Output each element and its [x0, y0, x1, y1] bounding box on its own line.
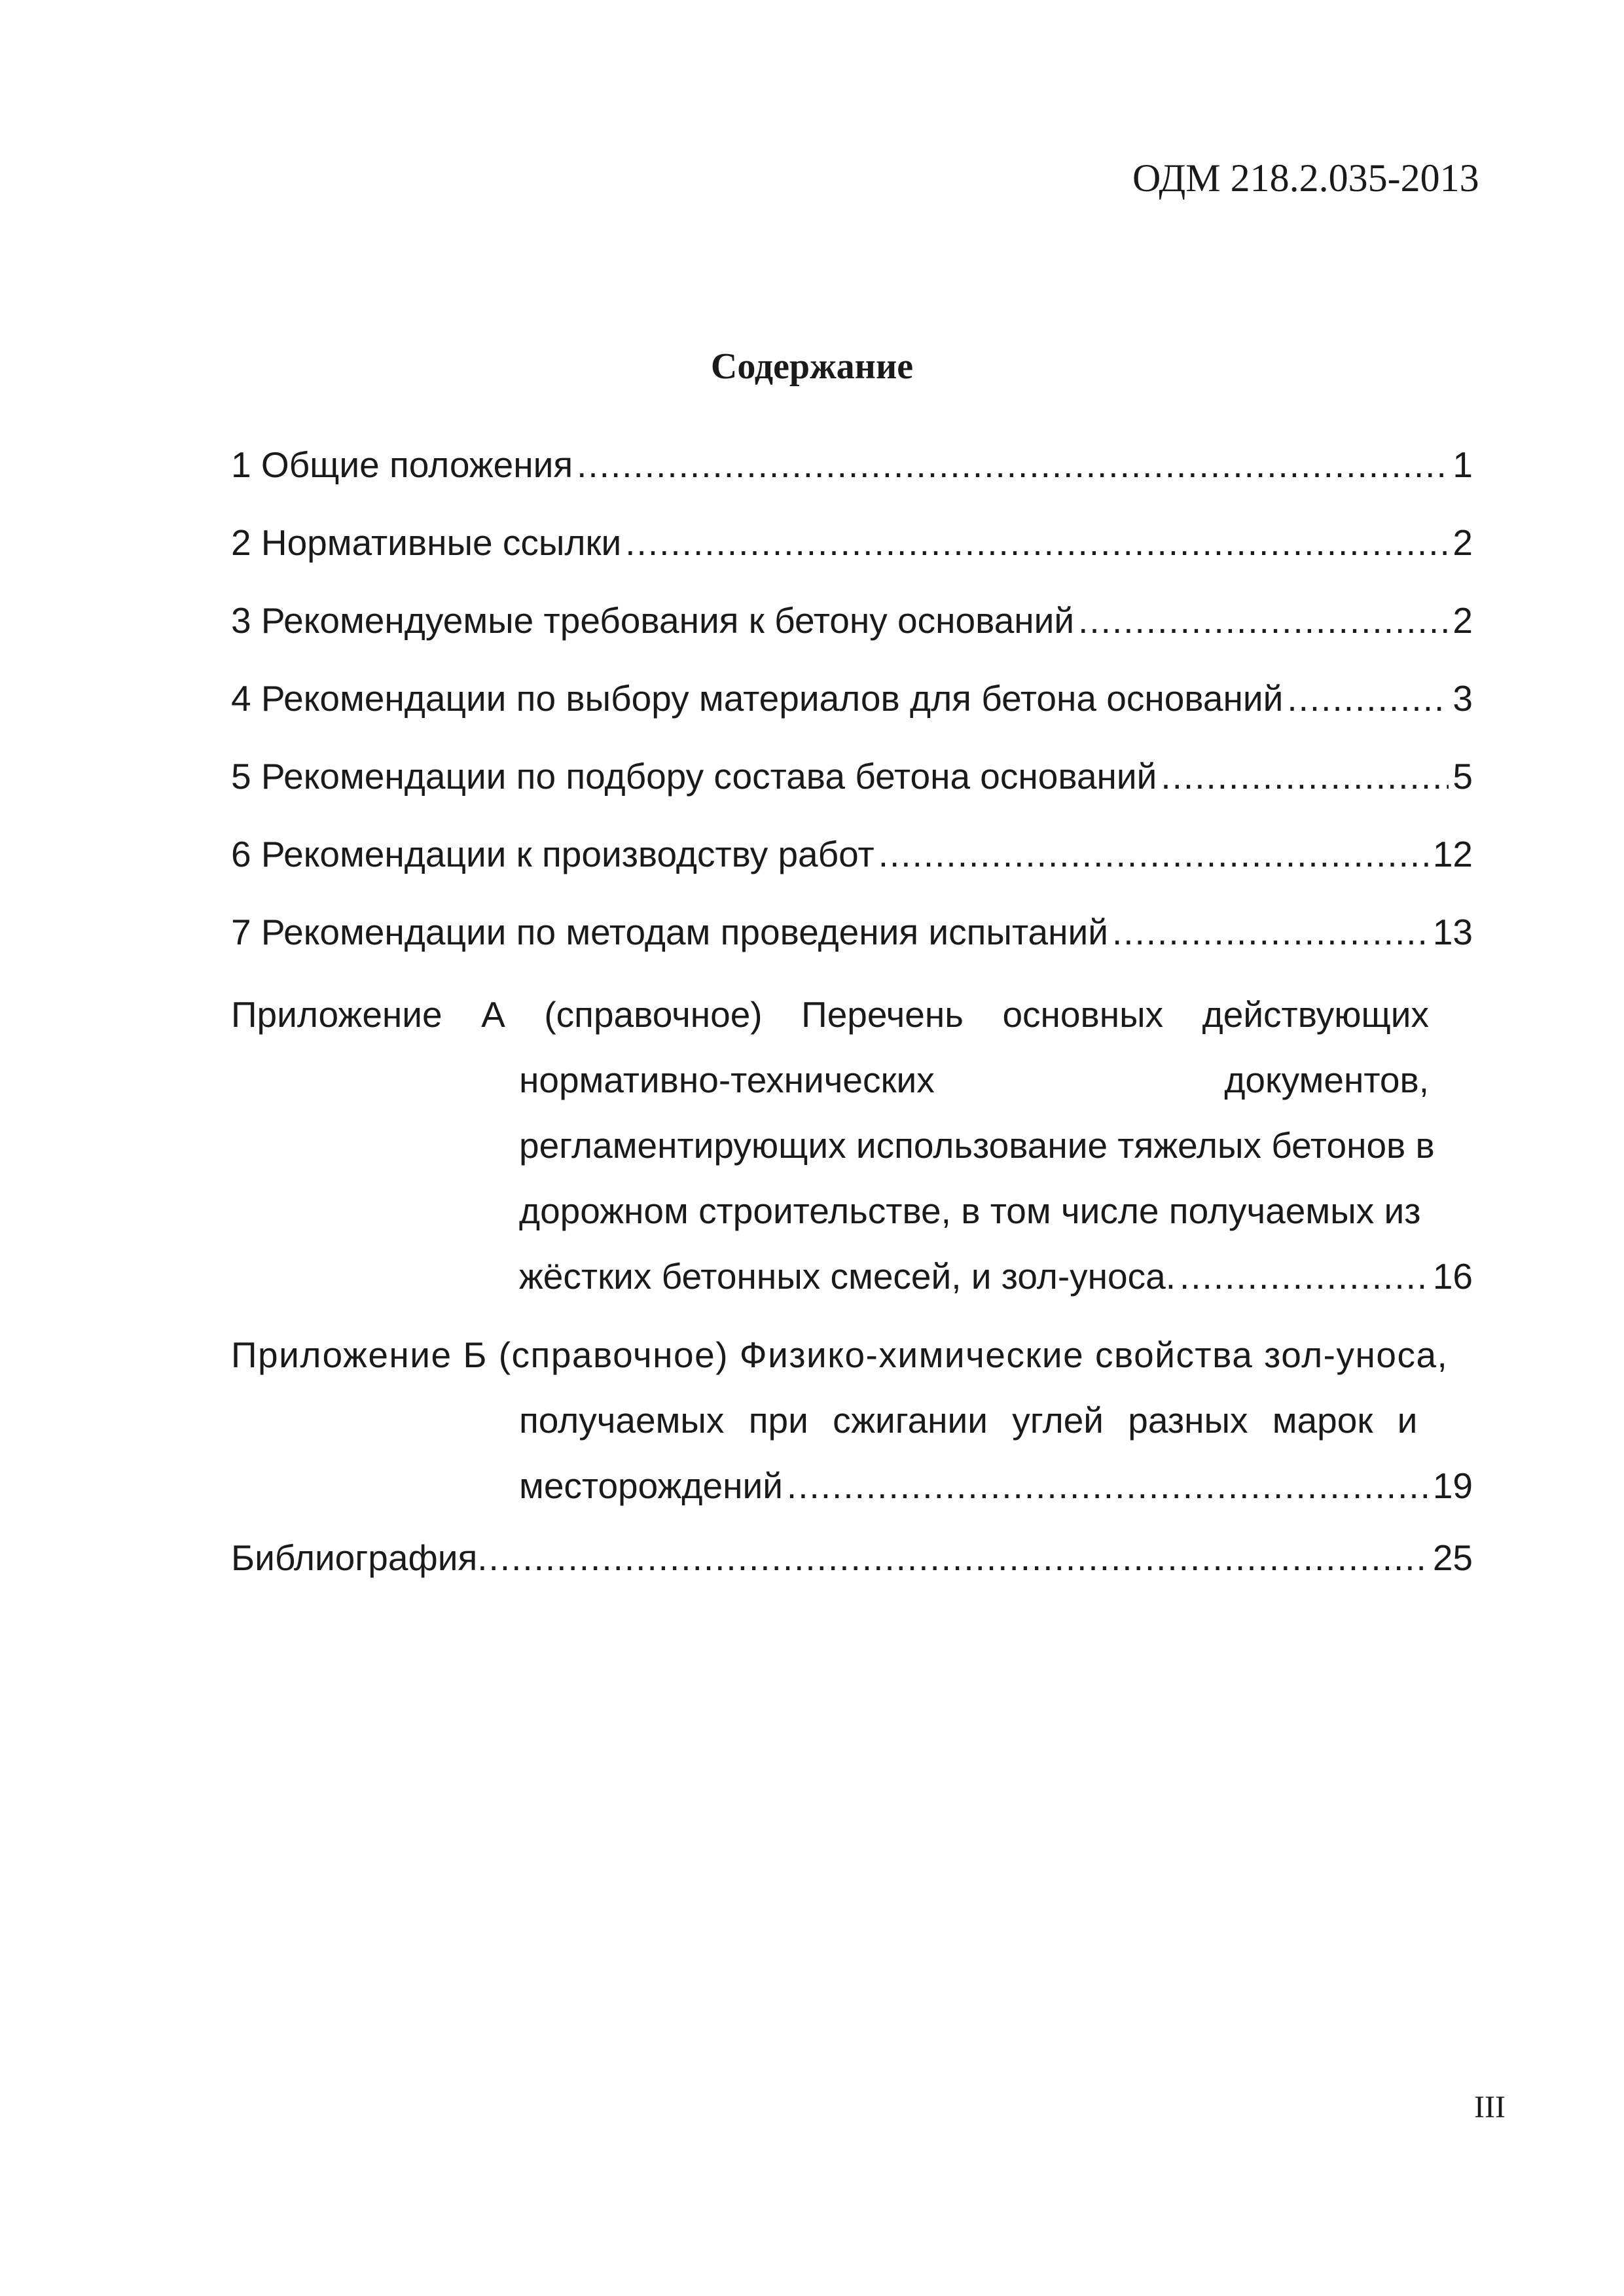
- toc-appendix-b[interactable]: [231, 1322, 1473, 1518]
- toc-entry-page: 13: [1432, 912, 1473, 952]
- appendix-a-line-3: [519, 1113, 1435, 1178]
- appendix-a-line-2: [519, 1047, 1429, 1113]
- leader-dots: [1161, 750, 1449, 802]
- toc-entry-label: 3 Рекомендуемые требования к бетону оснований: [231, 600, 1075, 641]
- toc-entry-7[interactable]: [231, 906, 1473, 958]
- toc-entry-page: 1: [1453, 444, 1473, 485]
- toc-entry-page: 3: [1453, 678, 1473, 719]
- leader-dots: [1112, 906, 1429, 958]
- toc-entry-page: 19: [1432, 1465, 1473, 1506]
- toc-appendix-a[interactable]: [231, 982, 1473, 1309]
- appendix-a-text: жёстких бетонных смесей, и зол-уноса.: [519, 1256, 1176, 1297]
- toc-entry-page: 25: [1432, 1537, 1473, 1578]
- appendix-a-word: Приложение: [231, 994, 442, 1035]
- bibliography-label: Библиография: [231, 1537, 478, 1578]
- toc-entry-label: 7 Рекомендации по методам проведения испытаний: [231, 912, 1108, 952]
- appendix-a-line-5: [519, 1244, 1473, 1309]
- toc-entry-6[interactable]: [231, 828, 1473, 880]
- page-number: III: [1474, 2090, 1506, 2125]
- leader-dots: [477, 1532, 1429, 1584]
- appendix-b-line-2: [519, 1388, 1429, 1453]
- leader-dots: [1078, 594, 1449, 647]
- appendix-b-line-1: [231, 1322, 1449, 1388]
- appendix-b-text: Приложение Б (справочное) Физико-химические свойства зол-уноса,: [231, 1335, 1449, 1375]
- appendix-a-text: документов,: [1224, 1060, 1429, 1100]
- toc-entry-page: 12: [1432, 834, 1473, 874]
- toc-entry-1[interactable]: [231, 439, 1473, 491]
- appendix-a-text: регламентирующих использование тяжелых бетонов в: [519, 1125, 1435, 1166]
- toc-entry-4[interactable]: [231, 672, 1473, 725]
- appendix-a-line-1: [231, 982, 1429, 1047]
- toc-entry-5[interactable]: [231, 750, 1473, 802]
- page-title: Содержание: [710, 346, 914, 387]
- toc-entry-label: 2 Нормативные ссылки: [231, 522, 622, 563]
- toc-entry-label: 1 Общие положения: [231, 444, 573, 485]
- document-code: ОДМ 218.2.035-2013: [1132, 156, 1479, 200]
- toc-entry-page: 2: [1453, 522, 1473, 563]
- appendix-a-word: действующих: [1202, 994, 1429, 1035]
- appendix-b-text: месторождений: [519, 1465, 783, 1506]
- appendix-a-word: основных: [1002, 994, 1164, 1035]
- leader-dots: [787, 1453, 1429, 1518]
- toc-entry-page: 16: [1432, 1256, 1473, 1297]
- toc-bibliography[interactable]: [231, 1532, 1473, 1584]
- appendix-a-word: Перечень: [801, 994, 964, 1035]
- appendix-a-text: дорожном строительстве, в том числе получаемых из: [519, 1191, 1421, 1231]
- leader-dots: [1180, 1244, 1429, 1309]
- leader-dots: [625, 516, 1449, 569]
- appendix-a-word: (справочное): [544, 994, 763, 1035]
- toc-entry-page: 2: [1453, 600, 1473, 641]
- toc-entry-label: 6 Рекомендации к производству работ: [231, 834, 875, 874]
- toc-entry-3[interactable]: [231, 594, 1473, 647]
- appendix-b-text: получаемых при сжигании углей разных марок и: [519, 1400, 1418, 1441]
- toc-entry-label: 4 Рекомендации по выбору материалов для бетона оснований: [231, 678, 1284, 719]
- appendix-a-line-4: [519, 1178, 1429, 1244]
- leader-dots: [1287, 672, 1449, 725]
- appendix-a-word: А: [481, 994, 505, 1035]
- toc-entry-page: 5: [1453, 756, 1473, 797]
- leader-dots: [878, 828, 1429, 880]
- leader-dots: [577, 439, 1449, 491]
- toc-entry-2[interactable]: [231, 516, 1473, 569]
- appendix-a-text: нормативно-технических: [519, 1060, 935, 1100]
- toc-entry-label: 5 Рекомендации по подбору состава бетона оснований: [231, 756, 1157, 797]
- appendix-b-line-3: [519, 1453, 1473, 1518]
